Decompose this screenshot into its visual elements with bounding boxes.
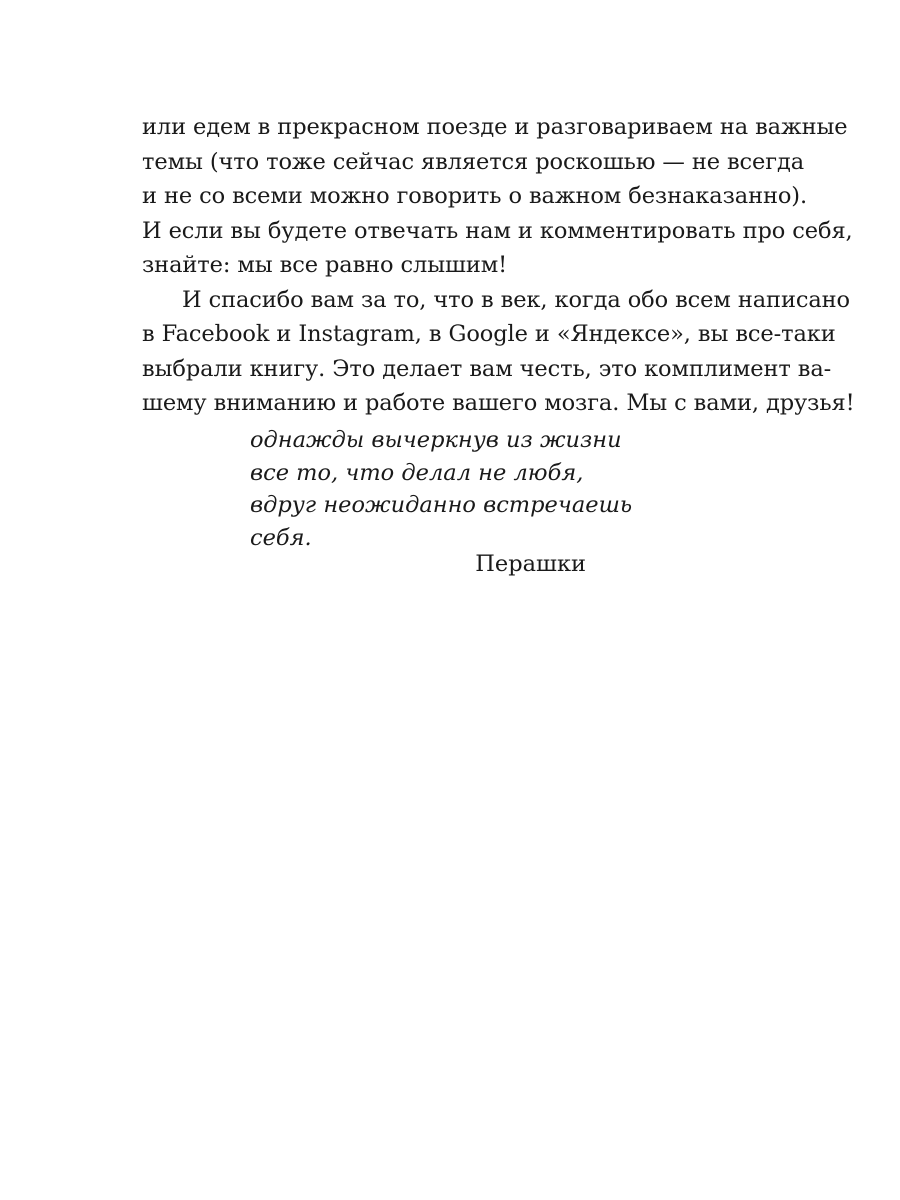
poem-line: вдруг неожиданно встречаешь xyxy=(250,492,633,518)
paragraph-2 xyxy=(142,283,855,421)
text-line: или едем в прекрасном поезде и разговариваем на важные xyxy=(142,114,848,140)
poem-line: все то, что делал не любя, xyxy=(250,459,584,486)
text-line: шему вниманию и работе вашего мозга. Мы с вами, друзья! xyxy=(142,390,855,416)
poem-line: однажды вычеркнув из жизни xyxy=(250,427,622,453)
text-line: знайте: мы все равно слышим! xyxy=(142,252,508,278)
epigraph-author: Перашки xyxy=(475,551,586,577)
paragraph-1 xyxy=(142,110,853,283)
epigraph-poem xyxy=(250,424,633,554)
text-line: И спасибо вам за то, что в век, когда обо всем написано xyxy=(182,286,850,313)
poem-line: себя. xyxy=(250,524,312,551)
main-text xyxy=(142,110,855,421)
text-line: в Facebook и Instagram, в Google и «Яндексе», вы все-таки xyxy=(142,321,836,347)
text-line: темы (что тоже сейчас является роскошью — не всегда xyxy=(142,148,805,175)
text-line: и не со всеми можно говорить о важном безнаказанно). xyxy=(142,183,808,209)
text-line: выбрали книгу. Это делает вам честь, это комплимент ва- xyxy=(142,355,832,382)
text-line: И если вы будете отвечать нам и комментировать про себя, xyxy=(142,217,853,244)
